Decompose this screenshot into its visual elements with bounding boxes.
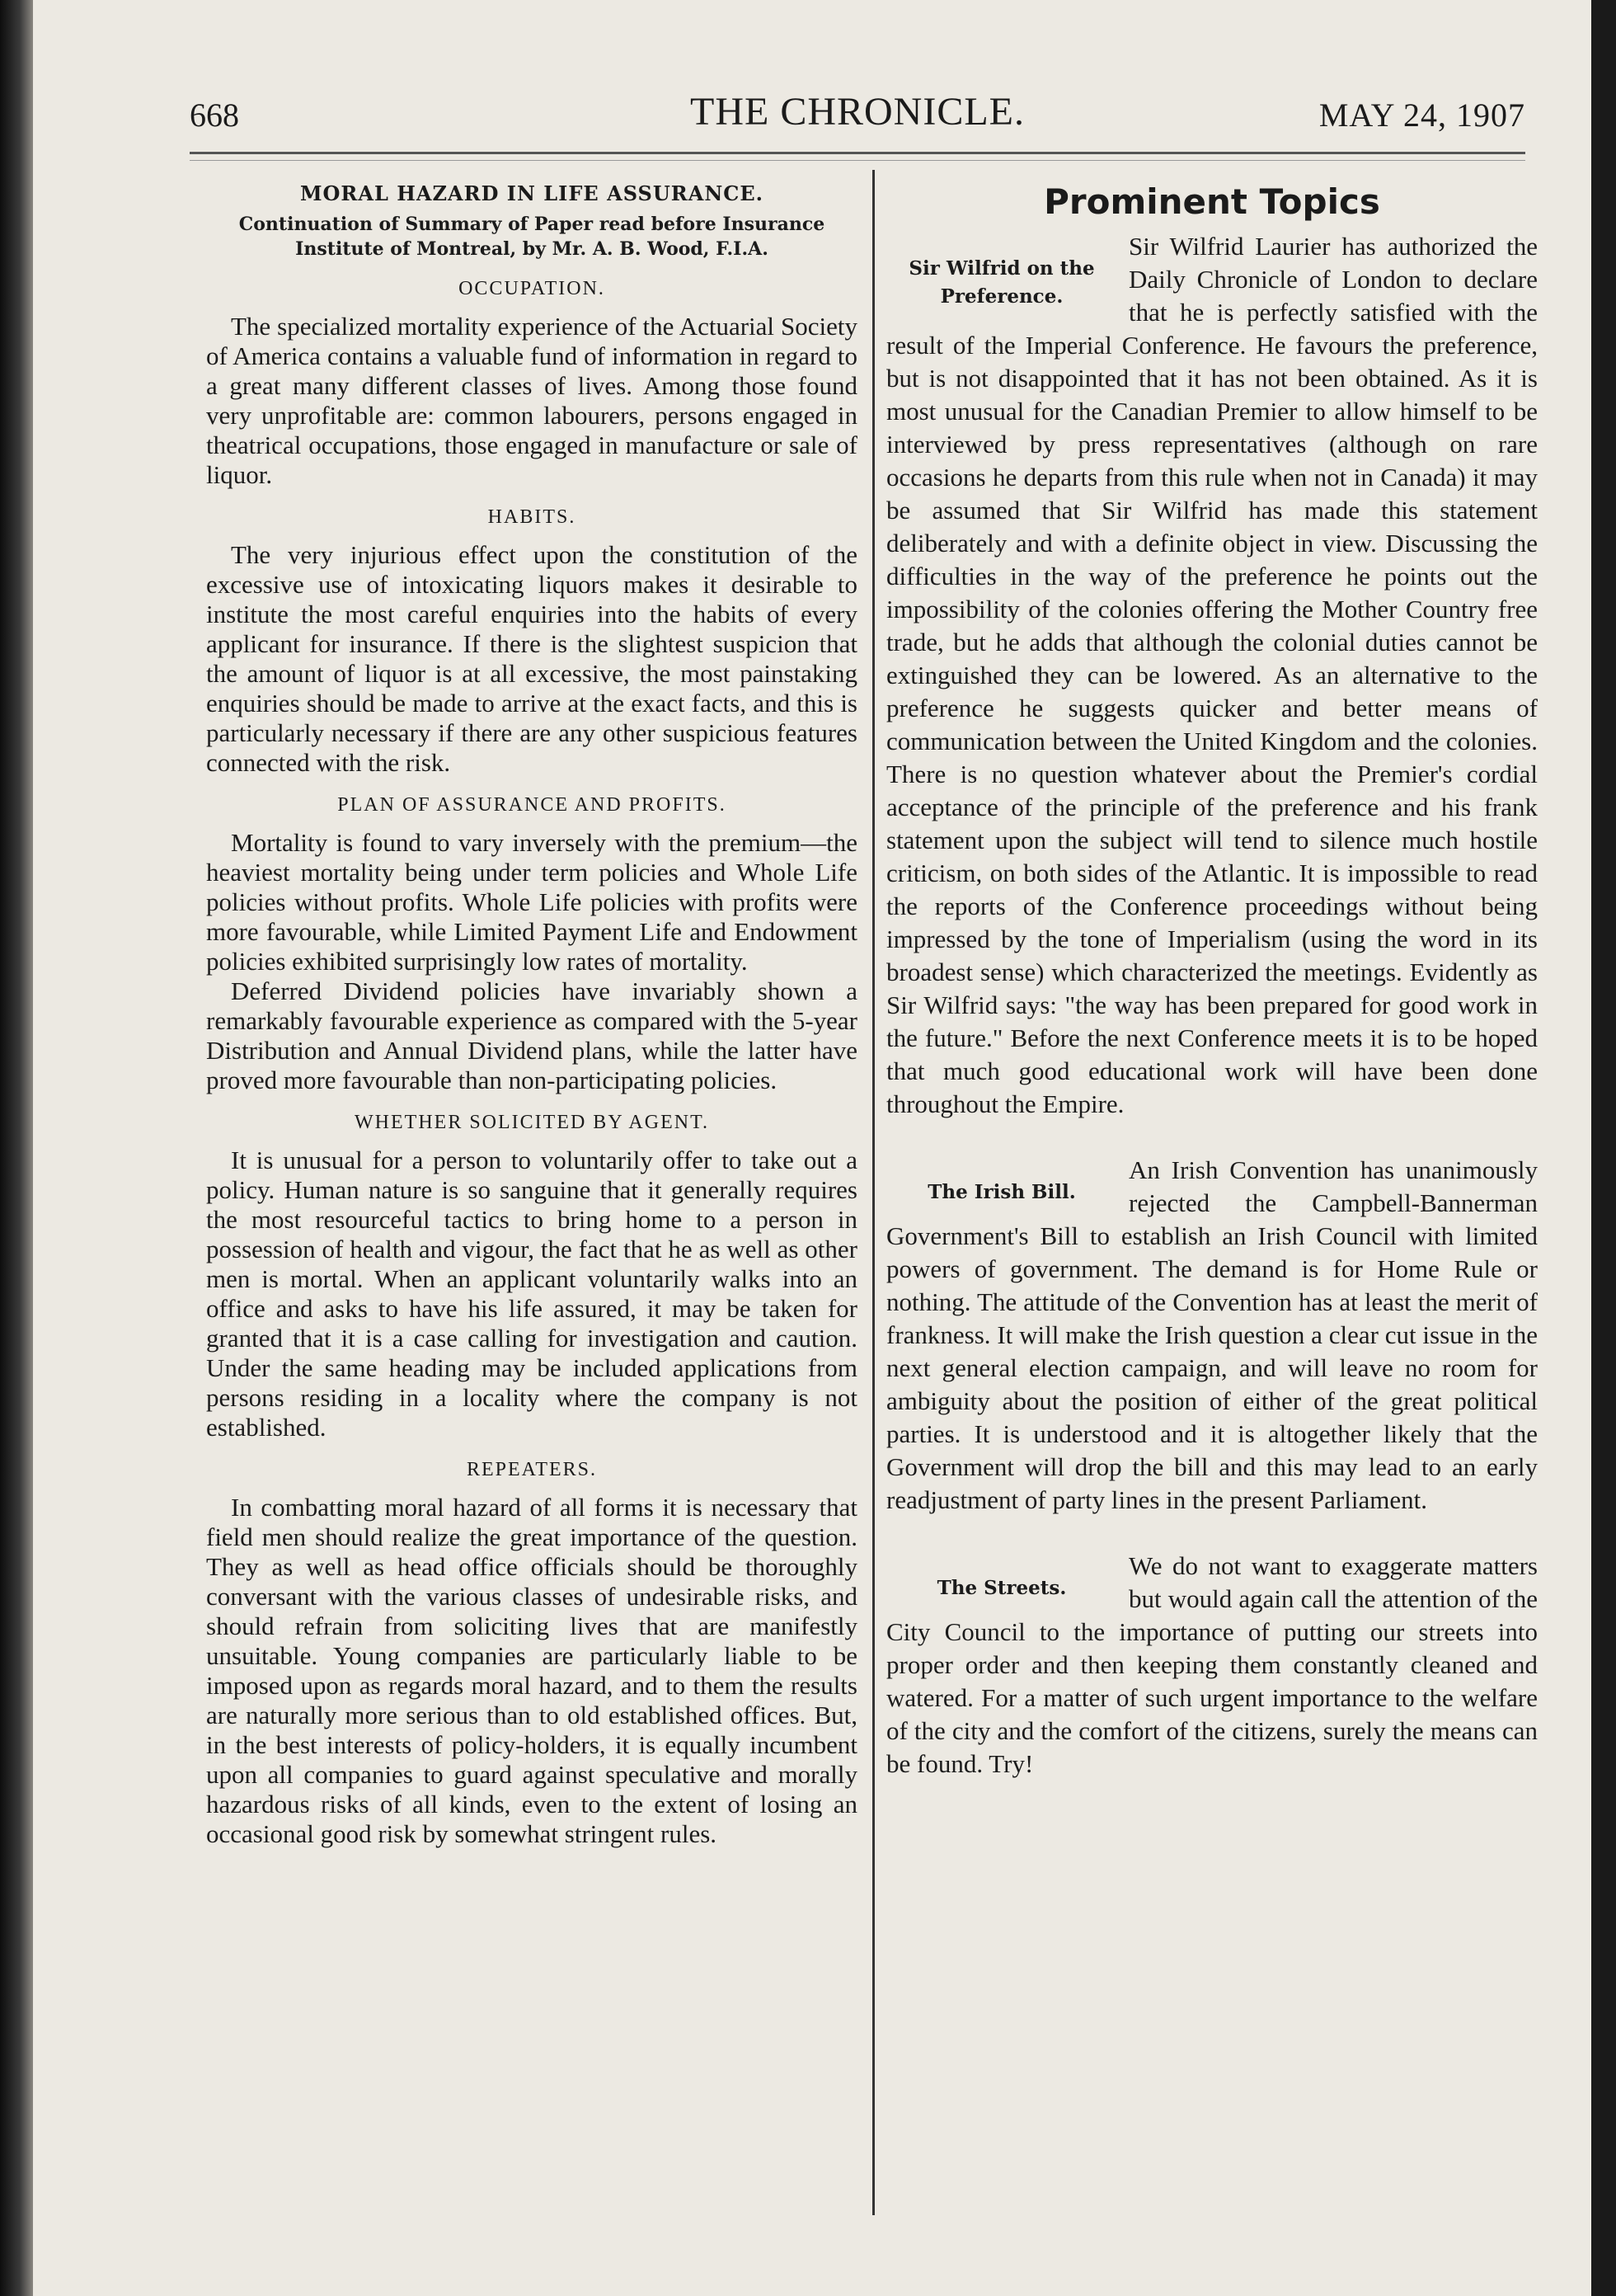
page-binding-edge bbox=[0, 0, 33, 2296]
topic-irish-bill bbox=[886, 1154, 1538, 1517]
section-plan-of-assurance bbox=[206, 794, 857, 1095]
section-solicited-by-agent bbox=[206, 1112, 857, 1442]
left-column bbox=[206, 181, 857, 1849]
section-habits bbox=[206, 506, 857, 778]
paragraph: The very injurious effect upon the constitution of the excessive use of intoxicating liquors makes it desirable to institute the most careful enquiries into the habits of every applicant for insurance. If there is the slightest suspicion that the amount of liquor is at all excessive, the most painstaking enquiries should be made to arrive at the exact facts, and this is particularly necessary if there are any other suspicious features connected with the risk. bbox=[206, 540, 857, 777]
paragraph: Deferred Dividend policies have invariably shown a remarkably favourable experience as compared with the 5-year Distribution and Annual Dividend plans, while the latter have proved more favourable than non-participating policies. bbox=[206, 976, 857, 1094]
paragraph: Mortality is found to vary inversely with the premium—the heaviest mortality being under term policies and Whole Life policies without profits. Whole Life policies with profits were more favourable, while Limited Payment Life and Endowment policies exhibited surprisingly low rates of mortality. bbox=[206, 828, 857, 976]
topic-text: An Irish Convention has unanimously rejected the Campbell-Bannerman Government's Bill to establish an Irish Council with limited powers of government. The demand is for Home Rule or nothing. The attitude of the Convention has at least the merit of frankness. It will make the Irish question a clear cut issue in the next general election campaign, and will leave no room for ambiguity about the position of either of the great political parties. It is understood and it is altogether likely that the Government will drop the bill and this may lead to an early readjustment of party lines in the present Parliament. bbox=[886, 1155, 1538, 1514]
prominent-topics-title: Prominent Topics bbox=[1044, 181, 1380, 222]
right-column bbox=[886, 181, 1538, 1814]
paragraph: It is unusual for a person to voluntarily offer to take out a policy. Human nature is so sanguine that it generally requires the most resourceful tactics to bring home to a person in possession of health and vigour, the fact that he as well as other men is mortal. When an applicant voluntarily walks into an office and asks to have his life assured, it may be taken for granted that it is a case calling for investigation and caution. Under the same heading may be included applications from persons residing in a locality where the company is not established. bbox=[206, 1146, 857, 1442]
topic-preference bbox=[886, 230, 1538, 1121]
topic-text: We do not want to exaggerate matters but would again call the attention of the City Council to the importance of putting our streets into proper order and then keeping them constantly cleaned and watered. For a matter of such urgent importance to the welfare of the city and the comfort of the citizens, surely the means can be found. Try! bbox=[886, 1551, 1538, 1778]
section-repeaters bbox=[206, 1459, 857, 1849]
column-divider bbox=[872, 170, 875, 2215]
running-head: THE CHRONICLE. bbox=[690, 90, 1025, 134]
page-header bbox=[190, 89, 1525, 147]
issue-date: MAY 24, 1907 bbox=[1318, 96, 1525, 134]
side-heading: The Streets. bbox=[937, 1577, 1067, 1599]
paragraph: In combatting moral hazard of all forms it is necessary that field men should realize the great importance of the question. They as well as head office officials should be thoroughly conversant with the various classes of undesirable risks, and should refrain from soliciting lives that are manifestly unsuitable. Young companies are particularly liable to be imposed upon as regards moral hazard, and to them the results are naturally more serious than to old established offices. But, in the best interests of policy-holders, it is equally incumbent upon all companies to guard against speculative and morally hazardous risks of all kinds, even to the extent of losing an occasional good risk by somewhat stringent rules. bbox=[206, 1493, 857, 1848]
article-title: MORAL HAZARD IN LIFE ASSURANCE. bbox=[299, 181, 764, 205]
section-heading: REPEATERS. bbox=[466, 1459, 598, 1480]
header-rule-thin bbox=[190, 160, 1525, 161]
topic-text: Sir Wilfrid Laurier has authorized the Daily Chronicle of London to declare that he is perfectly satisfied with the result of the Imperial Conference. He favours the preference, but is not disappointed that it has not been obtained. As it is most unusual for the Canadian Premier to allow himself to be interviewed by press representatives (although on rare occasions he departs from this rule when not in Canada) it may be assumed that Sir Wilfrid has made this statement deliberately and with a definite object in view. Discussing the difficulties in the way of the preference he points out the impossibility of the colonies offering the Mother Country free trade, but he adds that although the colonial duties cannot be extinguished they can be lowered. As an alternative to the preference he suggests quicker and better means of communication between the United Kingdom and the colonies. There is no question whatever about the Premier's cordial acceptance of the principle of the preference and his frank statement upon the subject will tend to silence much hostile criticism, on both sides of the Atlantic. It is impossible to read the reports of the Conference proceedings without being impressed by the tone of Imperialism (using the word in its broadest sense) which characterized the meetings. Evidently as Sir Wilfrid says: "the way has been prepared for good work in the future." Before the next Conference meets it is to be hoped that much good educational work will have been done throughout the Empire. bbox=[886, 232, 1538, 1118]
section-heading: OCCUPATION. bbox=[458, 278, 605, 299]
side-heading: Sir Wilfrid on the Preference. bbox=[909, 257, 1095, 308]
section-heading: HABITS. bbox=[487, 506, 576, 528]
section-occupation bbox=[206, 278, 857, 490]
article-subtitle: Continuation of Summary of Paper read before Insurance Institute of Montreal, by Mr. A. B. Wood, F.I.A. bbox=[238, 214, 825, 260]
paragraph: The specialized mortality experience of the Actuarial Society of America contains a valuable fund of information in regard to a great many different classes of lives. Among those found very unprofitable are: common labourers, persons engaged in theatrical occupations, those engaged in manufacture or sale of liquor. bbox=[206, 312, 857, 489]
topic-streets bbox=[886, 1550, 1538, 1781]
side-heading: The Irish Bill. bbox=[928, 1181, 1076, 1203]
section-heading: WHETHER SOLICITED BY AGENT. bbox=[355, 1112, 709, 1133]
section-heading: PLAN OF ASSURANCE AND PROFITS. bbox=[337, 794, 726, 816]
page-number: 668 bbox=[190, 96, 239, 134]
header-rule bbox=[190, 152, 1525, 154]
